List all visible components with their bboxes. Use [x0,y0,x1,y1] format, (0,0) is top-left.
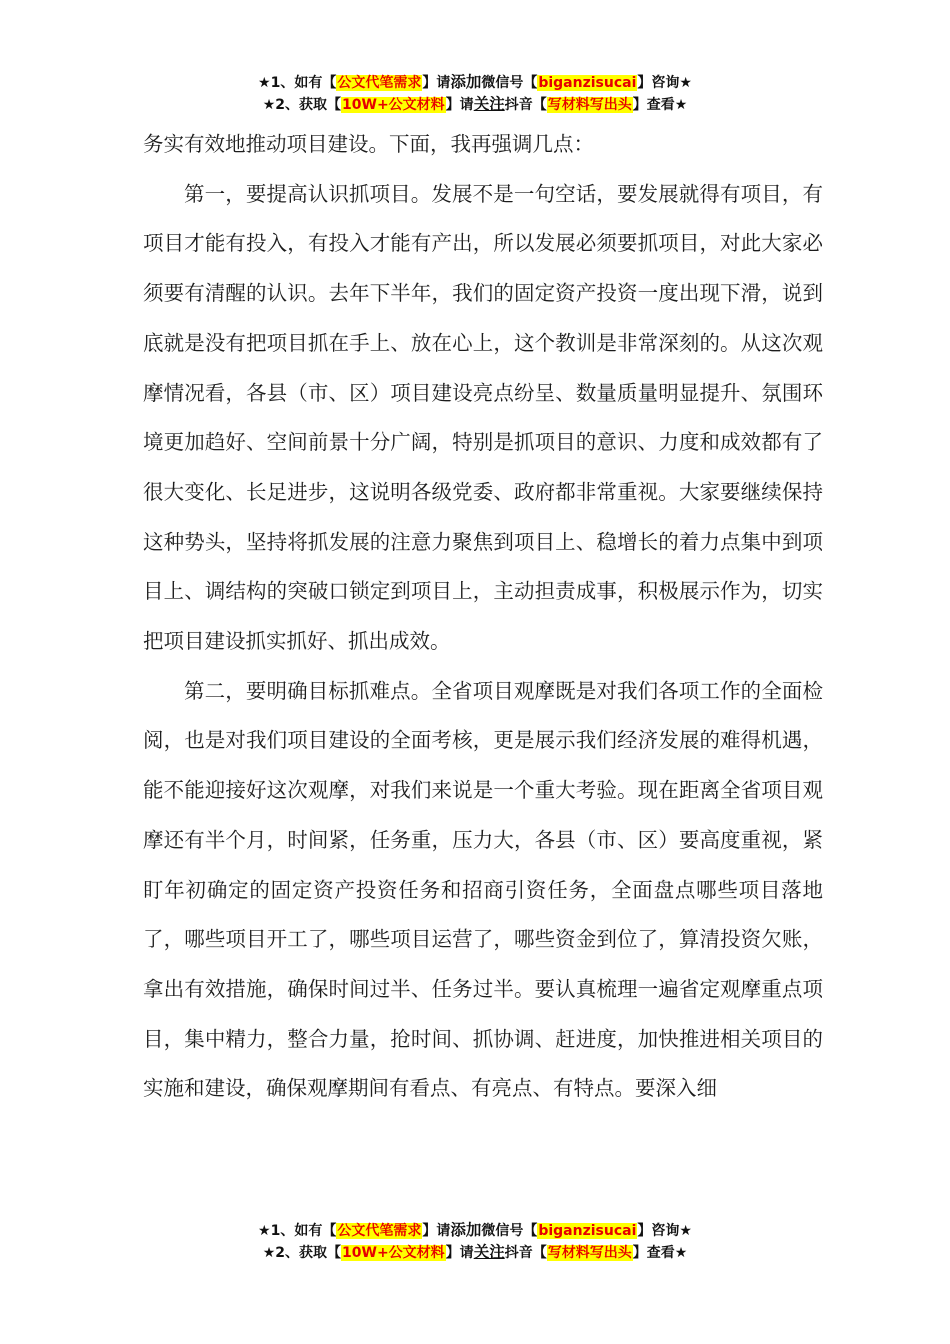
highlight-materials: 10W+公文材料 [342,97,445,113]
banner-text: 微信号【 [481,75,538,91]
banner-text: 】查看★ [632,1245,688,1261]
banner-line-2 [0,93,950,115]
banner-text: 添加 [450,73,482,91]
banner-text: 关注 [473,1243,505,1261]
banner-text: ★2、获取【 [262,97,342,113]
banner-text: 抖音【 [504,1245,547,1261]
banner-line-1 [0,1219,950,1241]
banner-text: 】请 [445,1245,474,1261]
banner-text: 抖音【 [504,97,547,113]
banner-line-1 [0,71,950,93]
banner-text: 】咨询★ [637,75,692,91]
banner-text: 】请 [445,97,474,113]
header-banner [0,71,950,115]
banner-text: ★2、获取【 [262,1245,342,1261]
highlight-wechat-id: biganzisucai [538,75,637,91]
highlight-materials: 10W+公文材料 [342,1245,445,1261]
highlight-douyin-account: 写材料写出头 [547,97,632,113]
highlight-douyin-account: 写材料写出头 [547,1245,632,1261]
banner-text: 】咨询★ [637,1223,692,1239]
paragraph-second-point: 第二，要明确目标抓难点。全省项目观摩既是对我们各项工作的全面检阅，也是对我们项目建设的全面考核，更是展示我们经济发展的难得机遇，能不能迎接好这次观摩，对我们来说是一个重大考验。现在距离全省项目观摩还有半个月，时间紧，任务重，压力大，各县（市、区）要高度重视，紧盯年初确定的固定资产投资任务和招商引资任务，全面盘点哪些项目落地了，哪些项目开工了，哪些项目运营了，哪些资金到位了，算清投资欠账，拿出有效措施，确保时间过半、任务过半。要认真梳理一遍省定观摩重点项目，集中精力，整合力量，抢时间、抓协调、赶进度，加快推进相关项目的实施和建设，确保观摩期间有看点、有亮点、有特点。要深入细 [143,678,823,1101]
paragraph-continuation: 务实有效地推动项目建设。下面，我再强调几点： [143,132,594,156]
banner-text: ★1、如有【 [258,1223,337,1239]
highlight-wechat-id: biganzisucai [538,1223,637,1239]
footer-banner [0,1219,950,1263]
banner-text: 】查看★ [632,97,688,113]
highlight-service: 公文代笔需求 [337,1223,422,1239]
banner-text: 】请 [422,75,451,91]
banner-line-2 [0,1241,950,1263]
banner-text: ★1、如有【 [258,75,337,91]
highlight-service: 公文代笔需求 [337,75,422,91]
banner-text: 添加 [450,1221,482,1239]
paragraph-first-point: 第一，要提高认识抓项目。发展不是一句空话，要发展就得有项目，有项目才能有投入，有投入才能有产出，所以发展必须要抓项目，对此大家必须要有清醒的认识。去年下半年，我们的固定资产投资一度出现下滑，说到底就是没有把项目抓在手上、放在心上，这个教训是非常深刻的。从这次观摩情况看，各县（市、区）项目建设亮点纷呈、数量质量明显提升、氛围环境更加趋好、空间前景十分广阔，特别是抓项目的意识、力度和成效都有了很大变化、长足进步，这说明各级党委、政府都非常重视。大家要继续保持这种势头，坚持将抓发展的注意力聚焦到项目上、稳增长的着力点集中到项目上、调结构的突破口锁定到项目上，主动担责成事，积极展示作为，切实把项目建设抓实抓好、抓出成效。 [143,181,823,654]
document-body [143,120,823,1114]
banner-text: 微信号【 [481,1223,538,1239]
banner-text: 】请 [422,1223,451,1239]
banner-text: 关注 [473,95,505,113]
